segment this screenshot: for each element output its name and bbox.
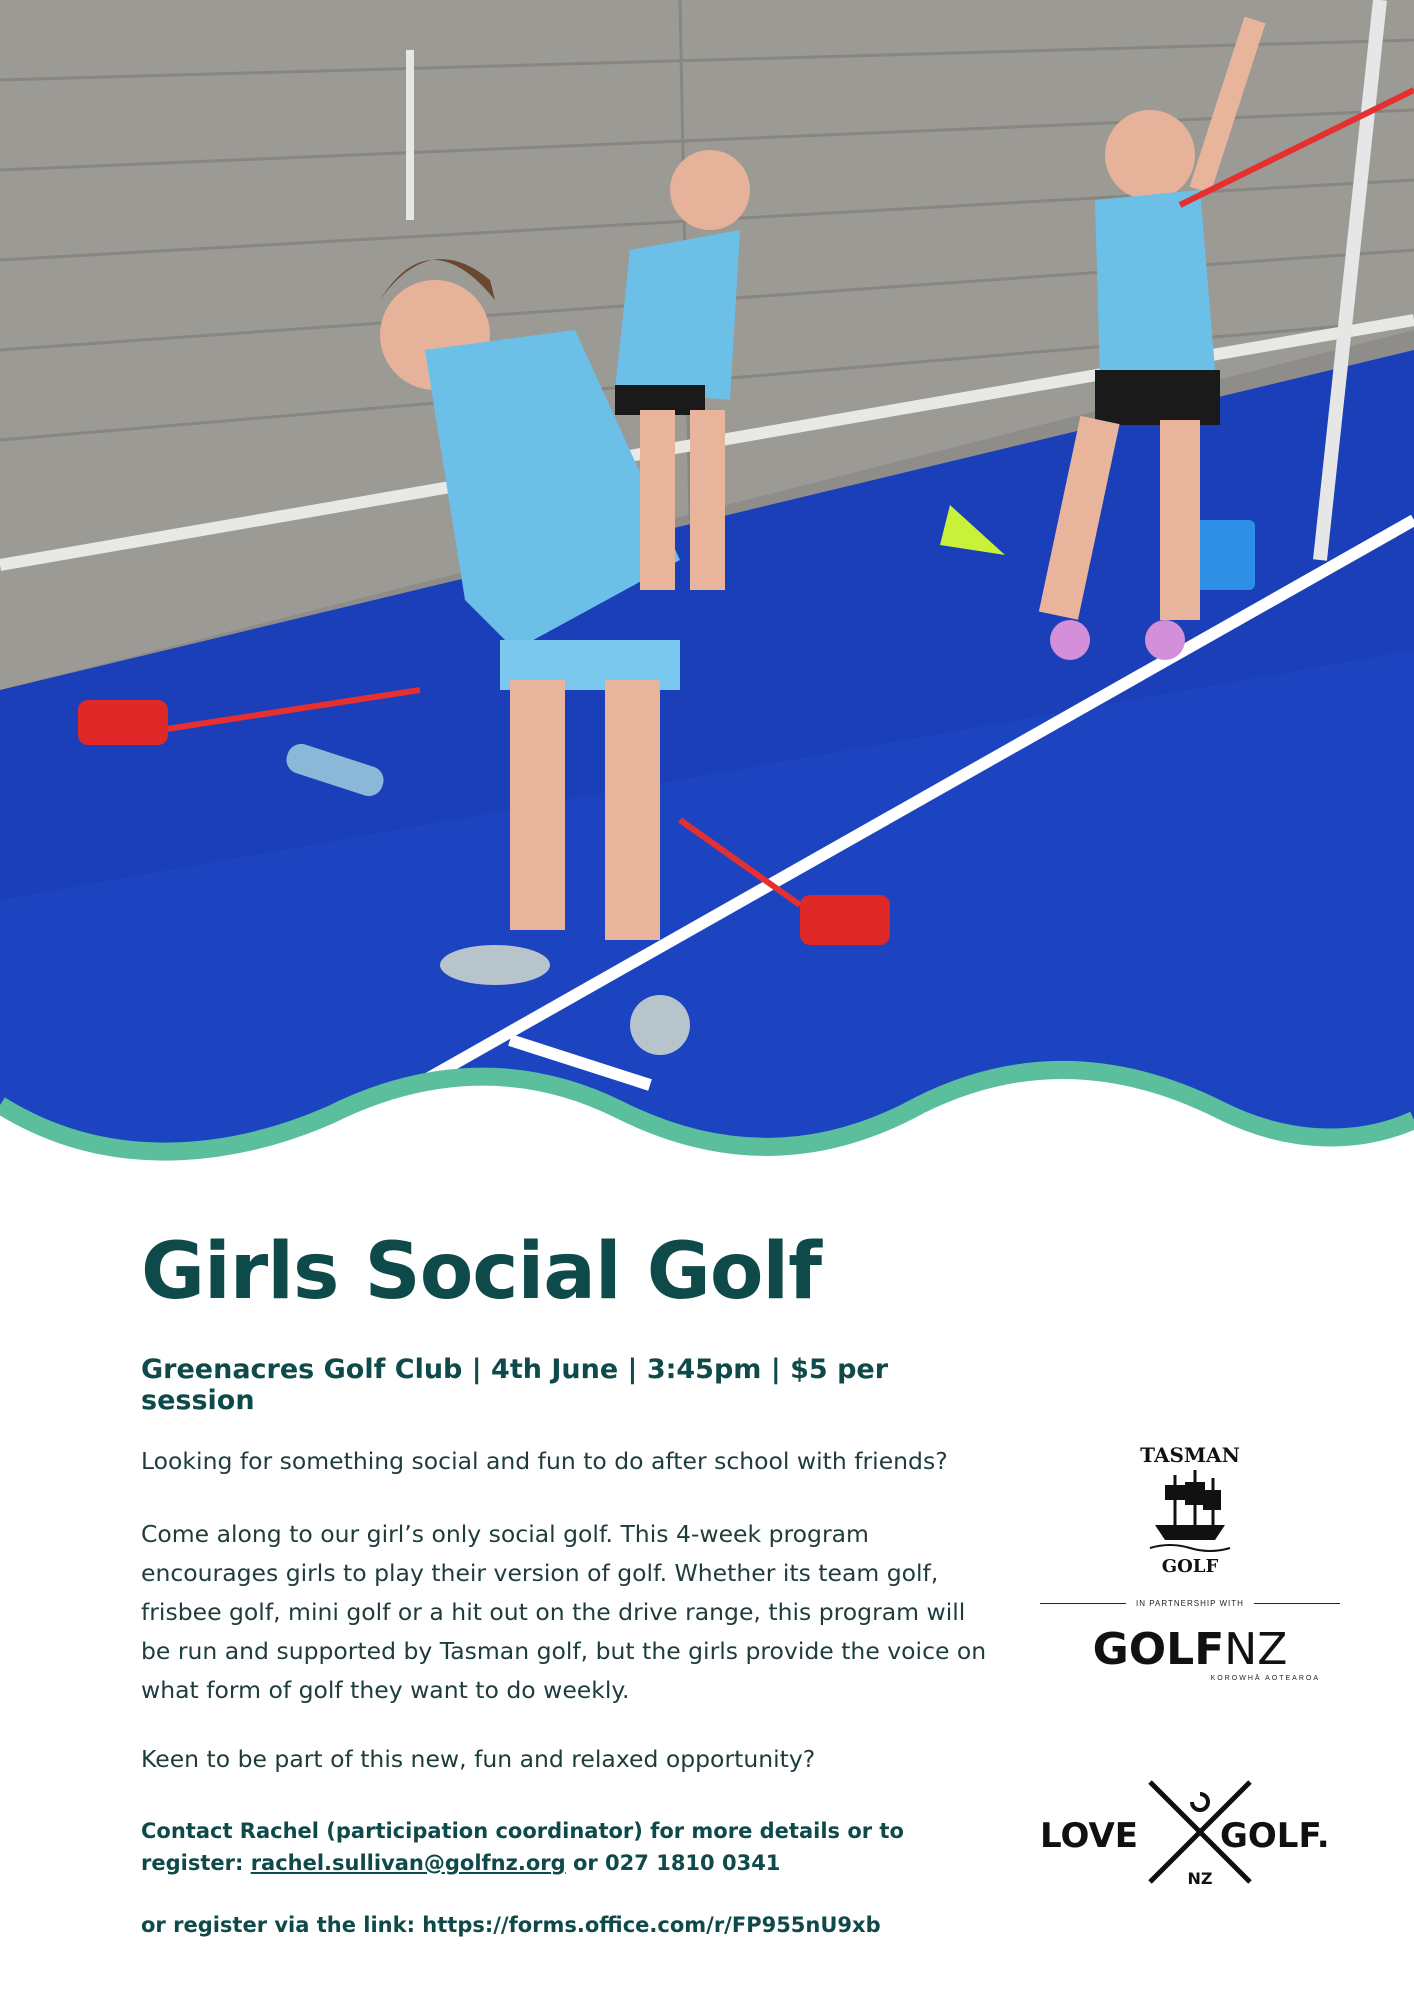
partnership-label: IN PARTNERSHIP WITH bbox=[1136, 1599, 1244, 1608]
event-details bbox=[141, 1227, 1001, 1937]
golf-nz-subtitle: KOROWHĀ AOTEAROA bbox=[1210, 1675, 1320, 1682]
register-link[interactable]: or register via the link: https://forms.office.com/r/FP955nU9xb bbox=[141, 1912, 881, 1937]
svg-text:LOVE: LOVE bbox=[1040, 1816, 1138, 1856]
keen-text: Keen to be part of this new, fun and relaxed opportunity? bbox=[141, 1744, 816, 1773]
sponsor-logos bbox=[1040, 1430, 1360, 1897]
love-golf-logo bbox=[1040, 1772, 1360, 1897]
svg-text:GOLF: GOLF bbox=[1161, 1556, 1219, 1577]
golf-nz-main: GOLF bbox=[1092, 1624, 1225, 1675]
svg-text:NZ: NZ bbox=[1187, 1869, 1213, 1888]
description-text: Come along to our girl’s only social golf. This 4-week program encourages girls to play their version of golf. Whether its team golf, frisbee golf, mini golf or a hit out on the drive range, this program will be run and supported by Tasman golf, but the girls provide the voice on what form of golf they want to do weekly. bbox=[141, 1519, 987, 1704]
partnership-divider bbox=[1040, 1599, 1340, 1608]
contact-prefix: Contact Rachel (participation coordinator) for more details or to register: bbox=[141, 1818, 904, 1875]
event-title: Girls Social Golf bbox=[141, 1227, 822, 1317]
contact-text bbox=[141, 1815, 1001, 1879]
golf-nz-nz: NZ bbox=[1224, 1624, 1288, 1675]
contact-email-link[interactable]: rachel.sullivan@golfnz.org bbox=[250, 1850, 566, 1875]
contact-suffix: or 027 1810 0341 bbox=[565, 1850, 781, 1875]
svg-text:TASMAN: TASMAN bbox=[1140, 1443, 1240, 1467]
event-subtitle: Greenacres Golf Club | 4th June | 3:45pm | $5 per session bbox=[141, 1353, 889, 1416]
tasman-golf-logo bbox=[1040, 1430, 1340, 1585]
intro-text: Looking for something social and fun to do after school with friends? bbox=[141, 1446, 948, 1475]
golf-nz-logo bbox=[1040, 1624, 1340, 1675]
svg-text:GOLF.: GOLF. bbox=[1220, 1816, 1330, 1856]
